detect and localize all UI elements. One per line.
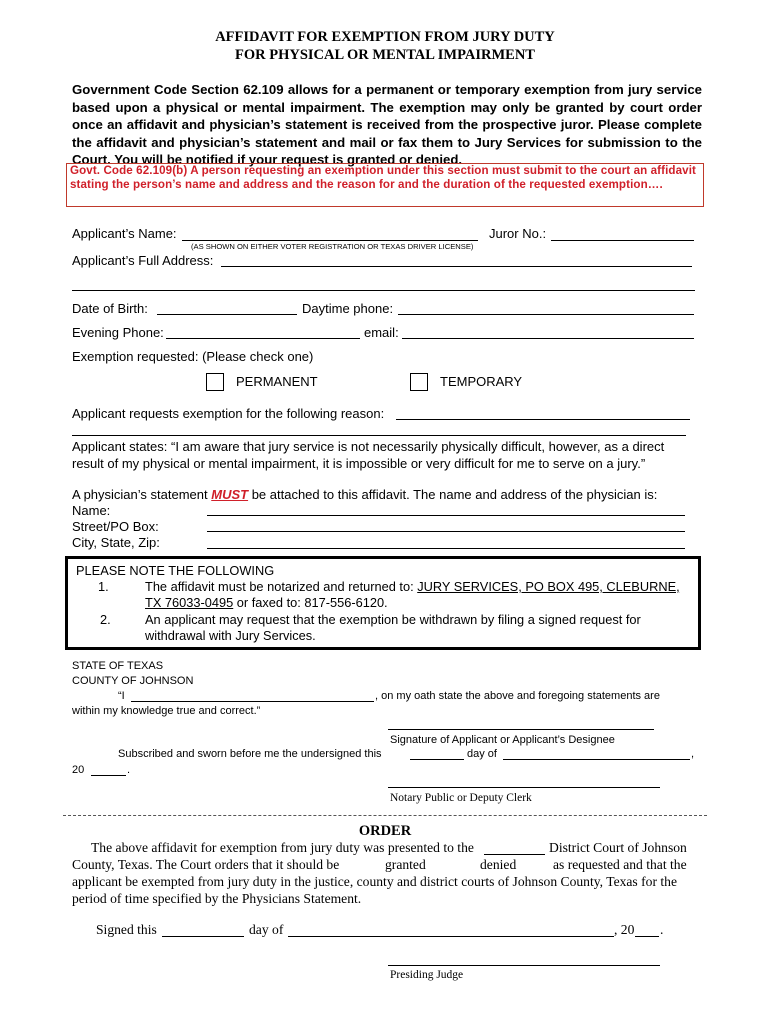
- physician-statement-text: [72, 487, 657, 502]
- state-of-texas: STATE OF TEXAS: [72, 660, 164, 672]
- notes-item-1: [145, 579, 680, 594]
- notes-item1-fax: or faxed to: 817-556-6120.: [233, 595, 388, 610]
- physician-city-field[interactable]: [207, 548, 685, 549]
- notes-item1-address: JURY SERVICES, PO BOX 495, CLEBURNE,: [417, 579, 680, 594]
- daytime-phone-field[interactable]: [398, 314, 694, 315]
- physician-name-label: Name:: [72, 503, 111, 518]
- daytime-phone-label: Daytime phone:: [302, 301, 394, 316]
- subscribed-year-field[interactable]: [91, 775, 126, 776]
- order-court-field[interactable]: [484, 854, 545, 855]
- order-signed-this: Signed this: [96, 922, 157, 937]
- applicant-signature-field[interactable]: [388, 729, 654, 730]
- juror-no-field[interactable]: [551, 240, 694, 241]
- oath-text-line2: within my knowledge true and correct.”: [72, 705, 261, 717]
- order-line4: period of time specified by the Physicians Statement.: [72, 891, 362, 906]
- physician-name-field[interactable]: [207, 515, 685, 516]
- permanent-checkbox[interactable]: [206, 373, 224, 391]
- reason-field[interactable]: [396, 419, 690, 420]
- order-signed-month-field[interactable]: [288, 936, 614, 937]
- order-line1-pre: The above affidavit for exemption from jury duty was presented to the: [91, 840, 474, 855]
- applicant-states-line2: result of my physical or mental impairment, it is impossible or very difficult for me to serve on a jury.”: [72, 456, 646, 471]
- judge-label: Presiding Judge: [390, 969, 464, 981]
- order-day-of: day of: [249, 922, 284, 937]
- applicant-states-line1: Applicant states: “I am aware that jury service is not necessarily physically difficult, however, as a direct: [72, 439, 665, 454]
- oath-text: , on my oath state the above and foregoing statements are: [375, 690, 660, 702]
- order-line2-pre: County, Texas. The Court orders that it should be: [72, 857, 340, 872]
- notes-item1-zip: TX 76033-0495: [145, 595, 234, 610]
- order-year-prefix: , 20: [614, 922, 635, 937]
- order-line1-post: District Court of Johnson: [549, 840, 687, 855]
- notary-signature-field[interactable]: [388, 787, 660, 788]
- subscribed-year-prefix: 20: [72, 764, 85, 776]
- physician-street-field[interactable]: [207, 531, 685, 532]
- oath-name-field[interactable]: [131, 701, 374, 702]
- order-heading: ORDER: [358, 823, 412, 839]
- subscribed-day-of: day of: [467, 748, 497, 760]
- full-address-field-line2[interactable]: [72, 290, 695, 291]
- order-line2-post: as requested and that the: [553, 857, 687, 872]
- email-field[interactable]: [402, 338, 694, 339]
- dob-label: Date of Birth:: [72, 301, 148, 316]
- order-denied[interactable]: denied: [480, 857, 517, 872]
- physician-street-label: Street/PO Box:: [72, 519, 159, 534]
- subscribed-text: Subscribed and sworn before me the undersigned this: [118, 748, 382, 760]
- reason-field-line2[interactable]: [72, 435, 686, 436]
- permanent-label: PERMANENT: [236, 374, 318, 389]
- notes-number-1: 1.: [98, 579, 109, 594]
- notes-item-2-line1: An applicant may request that the exemption be withdrawn by filing a signed request for: [145, 612, 641, 627]
- notes-number-2: 2.: [100, 612, 111, 627]
- notes-heading: PLEASE NOTE THE FOLLOWING: [76, 563, 275, 578]
- temporary-checkbox[interactable]: [410, 373, 428, 391]
- email-label: email:: [364, 325, 399, 340]
- order-year-suffix: .: [660, 922, 664, 937]
- document-title-line1: AFFIDAVIT FOR EXEMPTION FROM JURY DUTY: [215, 29, 555, 45]
- notary-label: Notary Public or Deputy Clerk: [390, 792, 532, 804]
- reason-label: Applicant requests exemption for the following reason:: [72, 406, 385, 421]
- order-line3: applicant be exempted from jury duty in the justice, county and district courts of Johnson County, Texas for the: [72, 874, 677, 889]
- notes-item-2-line2: withdrawal with Jury Services.: [145, 628, 316, 643]
- physician-statement-post: be attached to this affidavit. The name and address of the physician is:: [248, 487, 658, 502]
- physician-statement-pre: A physician’s statement: [72, 487, 212, 502]
- evening-phone-label: Evening Phone:: [72, 325, 164, 340]
- judge-signature-field[interactable]: [388, 965, 660, 966]
- order-granted[interactable]: granted: [385, 857, 426, 872]
- juror-no-label: Juror No.:: [489, 226, 547, 241]
- intro-paragraph: Government Code Section 62.109 allows for a permanent or temporary exemption from jury service based upon a physical or mental impairment. The exemption may only be granted by court order once an affidavit and physician’s statement is received from the prospective juror. Please complete the affidavit and physician’s statement and mail or fax them to Jury Services for submission to the Court. You will be notified if your request is granted or denied.: [72, 82, 702, 167]
- document-title-line2: FOR PHYSICAL OR MENTAL IMPAIRMENT: [235, 47, 535, 63]
- notes-item-1-line2: [145, 595, 388, 610]
- applicant-signature-label: Signature of Applicant or Applicant’s Designee: [390, 734, 615, 746]
- order-divider: [63, 815, 707, 816]
- temporary-label: TEMPORARY: [440, 374, 523, 389]
- full-address-label: Applicant’s Full Address:: [72, 253, 214, 268]
- physician-must: MUST: [211, 487, 249, 502]
- notes-item1-pre: The affidavit must be notarized and returned to:: [145, 579, 418, 594]
- oath-quote-open: “I: [118, 690, 125, 702]
- full-address-field[interactable]: [221, 266, 692, 267]
- physician-city-label: City, State, Zip:: [72, 535, 160, 550]
- order-signed-day-field[interactable]: [162, 936, 244, 937]
- subscribed-day-field[interactable]: [410, 759, 464, 760]
- subscribed-year-period: .: [127, 764, 131, 776]
- applicant-name-label: Applicant’s Name:: [72, 226, 177, 241]
- exemption-requested-label: Exemption requested: (Please check one): [72, 349, 314, 364]
- order-year-field[interactable]: [635, 936, 659, 937]
- county-of-johnson: COUNTY OF JOHNSON: [72, 675, 194, 687]
- dob-field[interactable]: [157, 314, 297, 315]
- evening-phone-field[interactable]: [166, 338, 360, 339]
- subscribed-comma: ,: [691, 748, 695, 760]
- subscribed-month-field[interactable]: [503, 759, 690, 760]
- govt-code-text: Govt. Code 62.109(b) A person requesting an exemption under this section must submit to the court an affidavit stating the person’s name and address and the reason for and the duration of the requested exemption….: [70, 164, 696, 192]
- applicant-name-field[interactable]: [182, 240, 478, 241]
- applicant-name-note: (AS SHOWN ON EITHER VOTER REGISTRATION OR TEXAS DRIVER LICENSE): [191, 242, 474, 251]
